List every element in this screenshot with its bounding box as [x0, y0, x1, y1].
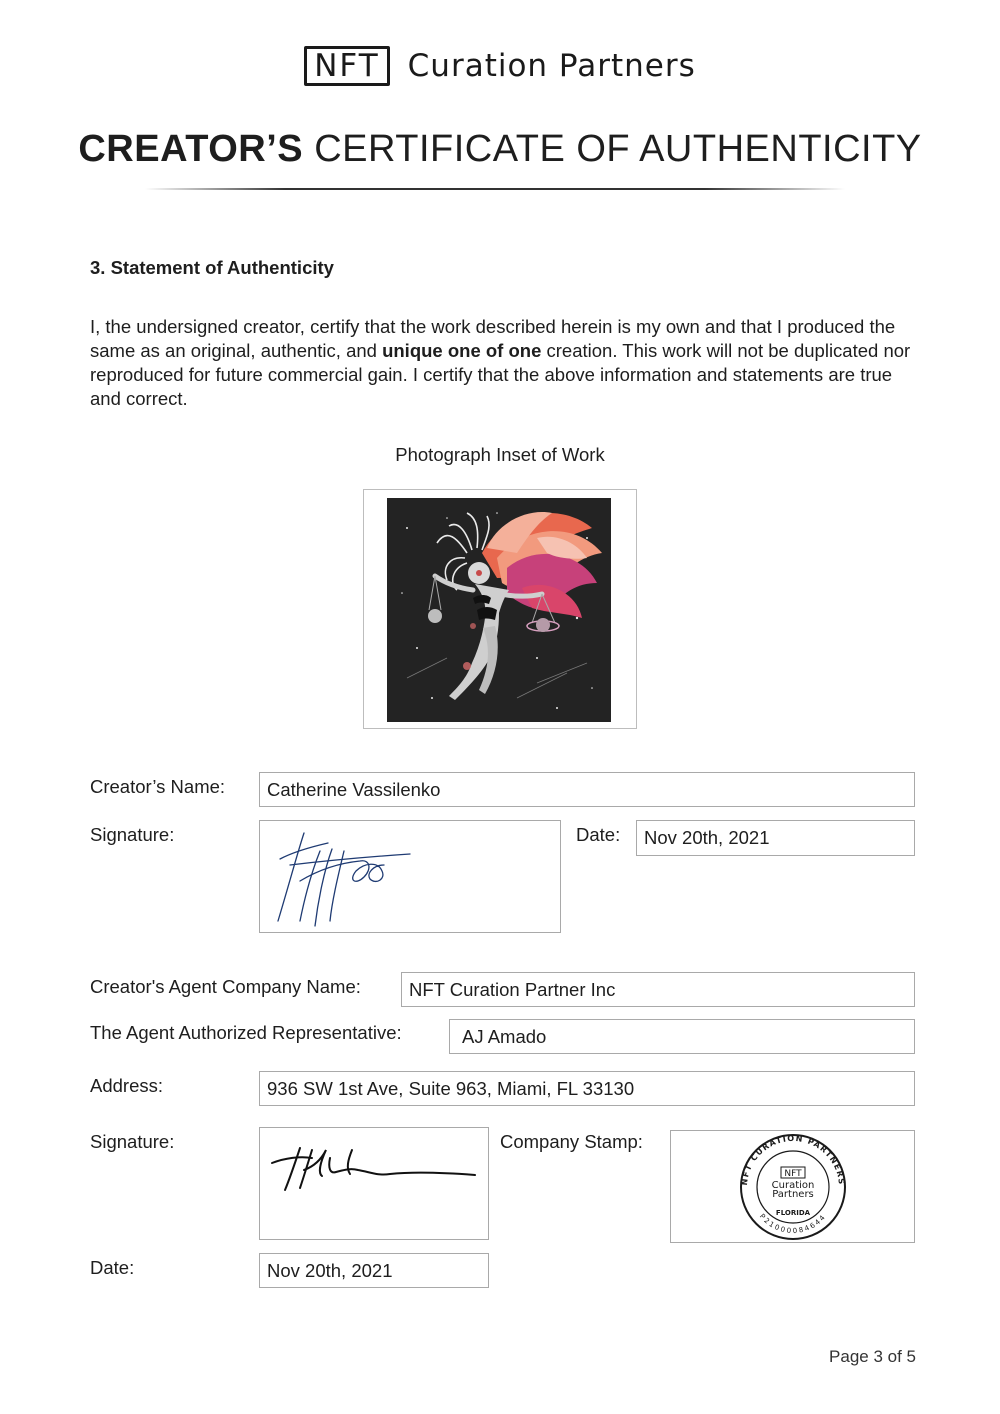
agent-signature-image [260, 1128, 488, 1239]
artwork-image [387, 498, 611, 722]
page-number: Page 3 of 5 [829, 1347, 916, 1366]
creator-name-label: Creator’s Name: [90, 776, 226, 797]
agent-company-label: Creator's Agent Company Name: [90, 976, 361, 997]
section-heading: 3. Statement of Authenticity [90, 257, 334, 278]
title-rest: CERTIFICATE OF AUTHENTICITY [314, 128, 922, 170]
address-label: Address: [90, 1075, 164, 1096]
stamp-line1: Curation [771, 1180, 815, 1191]
creator-signature-label: Signature: [90, 824, 175, 845]
agent-signature-box[interactable] [259, 1127, 489, 1240]
stamp-box-text: NFT [784, 1169, 802, 1179]
agent-rep-field[interactable]: AJ Amado [449, 1019, 915, 1054]
stamp-number: P21000084644 [757, 1212, 829, 1236]
brand-logo [0, 46, 1000, 86]
photo-caption: Photograph Inset of Work [395, 444, 605, 465]
company-stamp-label: Company Stamp: [500, 1131, 643, 1152]
company-stamp-box [670, 1130, 915, 1243]
statement-paragraph [90, 315, 920, 411]
statement-text-1: I, the undersigned creator, certify that the work described herein is my own and that I produced the same as an original, authentic, and [90, 316, 896, 361]
statement-bold: unique one of one [382, 340, 542, 361]
agent-rep-label: The Agent Authorized Representative: [90, 1022, 402, 1043]
creator-signature-box[interactable] [259, 820, 561, 933]
address-field[interactable]: 936 SW 1st Ave, Suite 963, Miami, FL 33130 [259, 1071, 915, 1106]
stamp-state: FLORIDA [775, 1209, 811, 1217]
artwork-photo-frame [363, 489, 637, 729]
creator-name-field[interactable]: Catherine Vassilenko [259, 772, 915, 807]
creator-date-field[interactable]: Nov 20th, 2021 [636, 820, 915, 856]
title-divider [145, 188, 845, 190]
statement-text-2: creation. This work will not be duplicated nor reproduced for future commercial gain. I certify that the above information and statements are true and correct. [90, 340, 911, 409]
creator-date-label: Date: [576, 824, 621, 845]
agent-date-field[interactable]: Nov 20th, 2021 [259, 1253, 489, 1288]
stamp-ring-text: NFT CURATION PARTNERS [739, 1133, 847, 1186]
company-stamp-seal [671, 1131, 914, 1242]
stamp-line2: Partners [772, 1189, 814, 1200]
creator-signature-image [260, 821, 560, 932]
agent-signature-label: Signature: [90, 1131, 175, 1152]
agent-company-field[interactable]: NFT Curation Partner Inc [401, 972, 915, 1007]
agent-date-label: Date: [90, 1257, 135, 1278]
artwork-illustration [387, 498, 611, 722]
page-title [0, 128, 1000, 171]
title-bold: CREATOR’S [78, 128, 304, 170]
logo-box: NFT [304, 46, 389, 86]
logo-text: Curation Partners [407, 48, 696, 84]
